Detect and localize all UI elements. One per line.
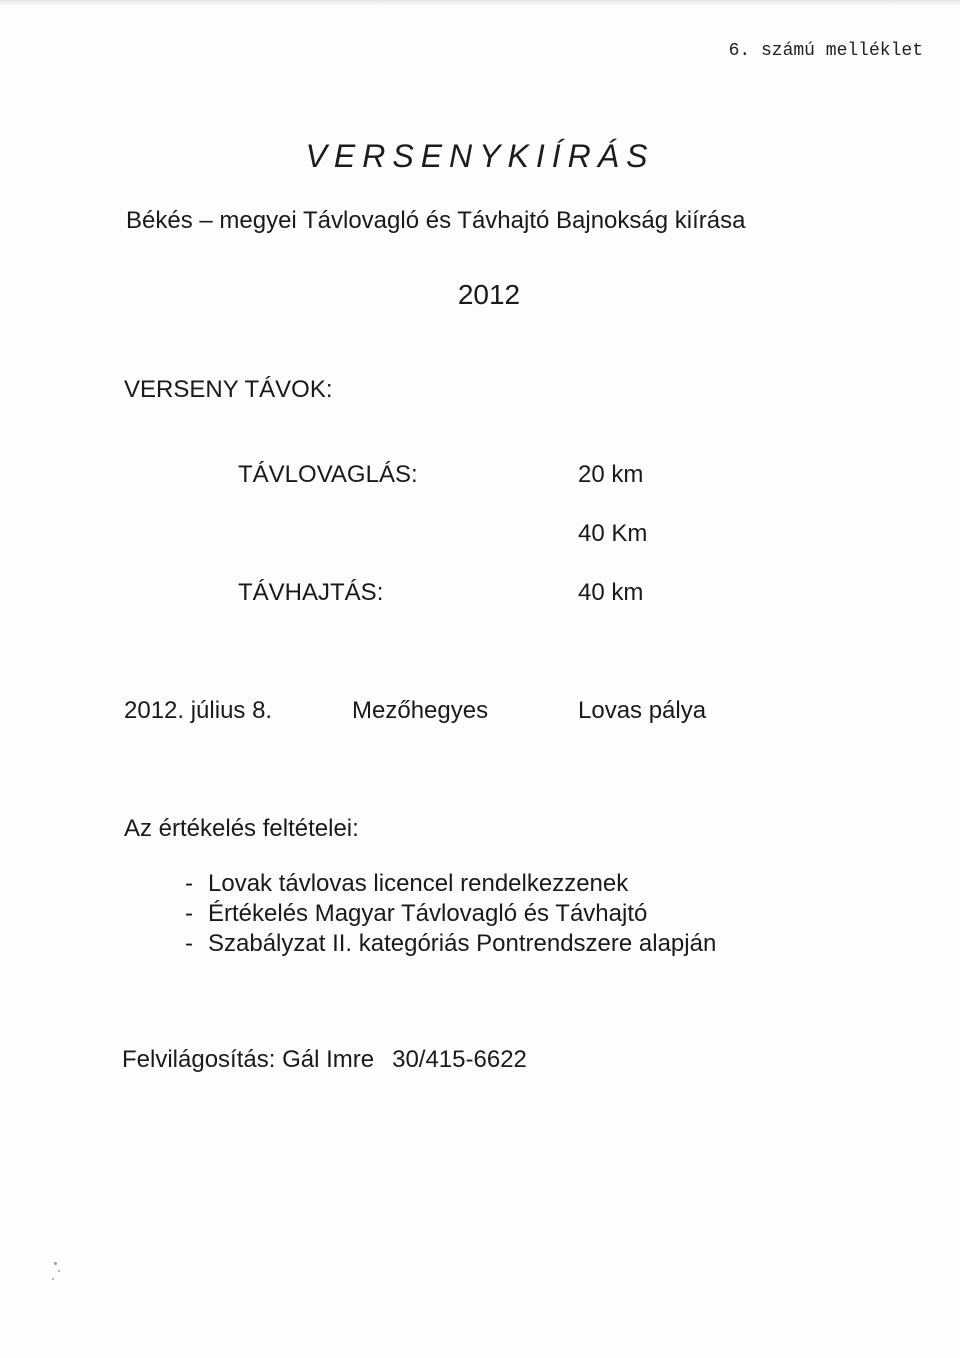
criteria-item-text: Lovak távlovas licencel rendelkezzenek bbox=[208, 870, 629, 897]
document-year: 2012 bbox=[457, 279, 521, 310]
contact-label: Felvilágosítás: Gál Imre bbox=[122, 1046, 375, 1073]
contact-phone: 30/415-6622 bbox=[392, 1046, 527, 1073]
scan-edge bbox=[0, 0, 960, 6]
criteria-item bbox=[185, 872, 628, 896]
event-date: 2012. július 8. bbox=[124, 697, 273, 724]
bullet-dash: - bbox=[185, 870, 193, 897]
scan-speck bbox=[52, 1278, 54, 1280]
criteria-item bbox=[185, 932, 716, 956]
distance-value: 40 Km bbox=[578, 520, 648, 547]
contact-line bbox=[122, 1048, 527, 1072]
document-title: VERSENYKIÍRÁS bbox=[305, 138, 655, 174]
event-place: Mezőhegyes bbox=[352, 697, 489, 724]
criteria-item bbox=[185, 902, 647, 926]
annex-label: 6. számú melléklet bbox=[728, 41, 923, 61]
criteria-item-text: Szabályzat II. kategóriás Pontrendszere alapján bbox=[208, 930, 717, 957]
distance-label-riding: TÁVLOVAGLÁS: bbox=[238, 461, 418, 488]
bullet-dash: - bbox=[185, 930, 193, 957]
scan-speck bbox=[58, 1270, 60, 1272]
criteria-item-text: Értékelés Magyar Távlovagló és Távhajtó bbox=[208, 900, 648, 927]
bullet-dash: - bbox=[185, 900, 193, 927]
scan-speck bbox=[54, 1262, 57, 1265]
distances-heading: VERSENY TÁVOK: bbox=[124, 376, 333, 403]
distance-value: 40 km bbox=[578, 579, 644, 606]
document-subtitle: Békés – megyei Távlovagló és Távhajtó Bajnokság kiírása bbox=[126, 207, 746, 234]
event-venue: Lovas pálya bbox=[578, 697, 707, 724]
distance-value: 20 km bbox=[578, 461, 644, 488]
criteria-heading: Az értékelés feltételei: bbox=[124, 815, 359, 842]
distance-label-driving: TÁVHAJTÁS: bbox=[238, 579, 384, 606]
